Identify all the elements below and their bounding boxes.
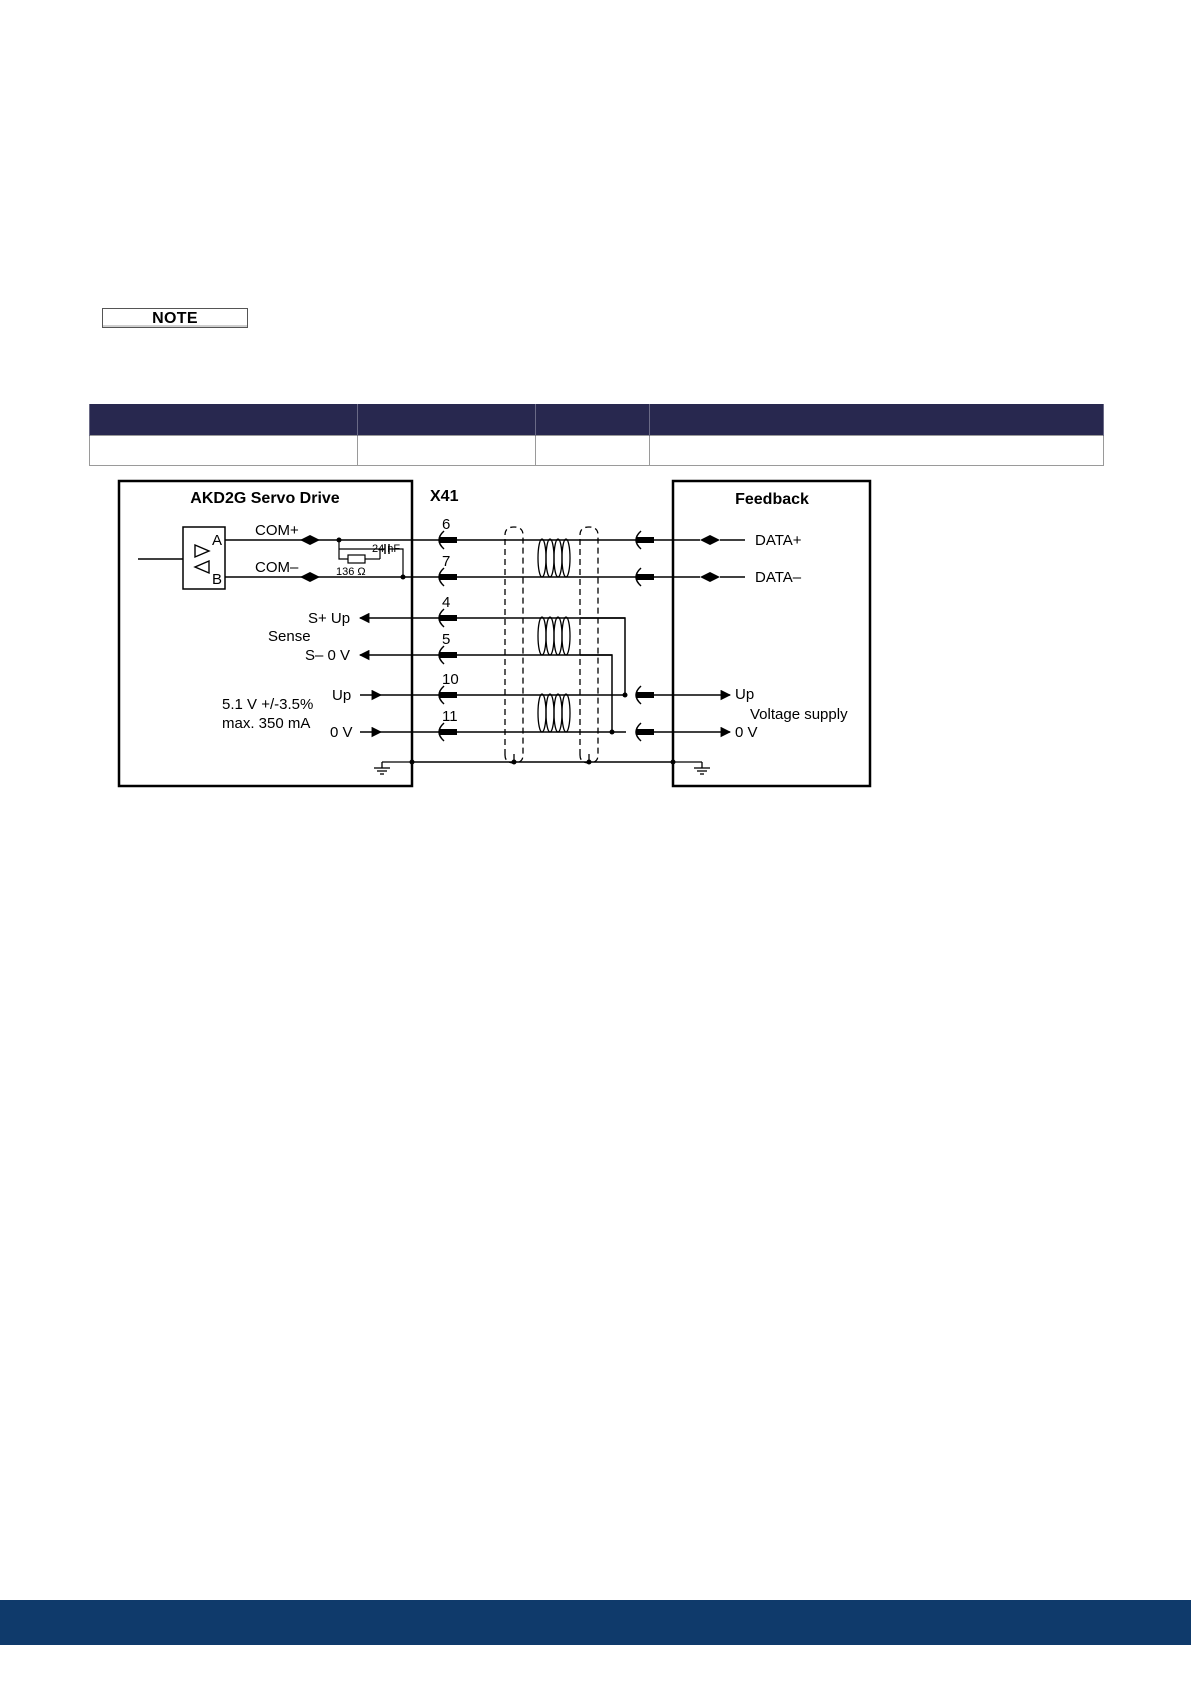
table-row <box>90 436 1104 466</box>
pin-label: 10 <box>442 671 459 688</box>
fb-up-label: Up <box>735 686 755 703</box>
supply-current-label: max. 350 mA <box>222 715 311 732</box>
pin-label: 6 <box>442 516 451 533</box>
table-cell <box>90 436 358 466</box>
data-minus-label: DATA– <box>755 569 802 586</box>
drive-title: AKD2G Servo Drive <box>190 490 340 507</box>
com-minus-label: COM– <box>255 559 299 576</box>
supply-voltage-label: 5.1 V +/-3.5% <box>222 696 314 713</box>
ground-icon <box>374 762 412 774</box>
pin-label: 5 <box>442 631 451 648</box>
pin-label: 7 <box>442 553 451 570</box>
data-plus-label: DATA+ <box>755 532 802 549</box>
table-cell <box>536 436 650 466</box>
sense-plus-label: S+ Up <box>308 610 351 627</box>
up-label: Up <box>332 687 352 704</box>
voltage-supply-label: Voltage supply <box>750 706 848 723</box>
pin-label: 11 <box>442 708 458 725</box>
table-header-cell <box>536 404 650 436</box>
resistor-symbol <box>348 555 365 563</box>
sense-minus-label: S– 0 V <box>305 647 351 664</box>
footer-bar <box>0 1600 1191 1645</box>
table-cell <box>358 436 536 466</box>
pin-label: 4 <box>442 594 451 611</box>
table-header-cell <box>90 404 358 436</box>
feedback-title: Feedback <box>735 491 809 508</box>
fb-zero-v-label: 0 V <box>735 724 758 741</box>
zero-v-label: 0 V <box>330 724 353 741</box>
table-cell <box>650 436 1104 466</box>
capacitor-label: 24 nF <box>372 543 401 555</box>
port-a-label: A <box>212 532 223 549</box>
note-badge: NOTE <box>102 308 248 328</box>
ground-icon <box>673 762 710 774</box>
wiring-diagram <box>100 470 890 800</box>
com-plus-label: COM+ <box>255 522 299 539</box>
port-b-label: B <box>212 571 223 588</box>
feedback-box <box>673 481 870 786</box>
cable-shield <box>505 527 598 763</box>
table-header-cell <box>358 404 536 436</box>
pin-table <box>89 404 1104 466</box>
table-header-cell <box>650 404 1104 436</box>
sense-label: Sense <box>268 628 311 645</box>
resistor-label: 136 Ω <box>336 566 366 578</box>
connector-label: X41 <box>430 488 459 505</box>
table-header-row <box>90 404 1104 436</box>
